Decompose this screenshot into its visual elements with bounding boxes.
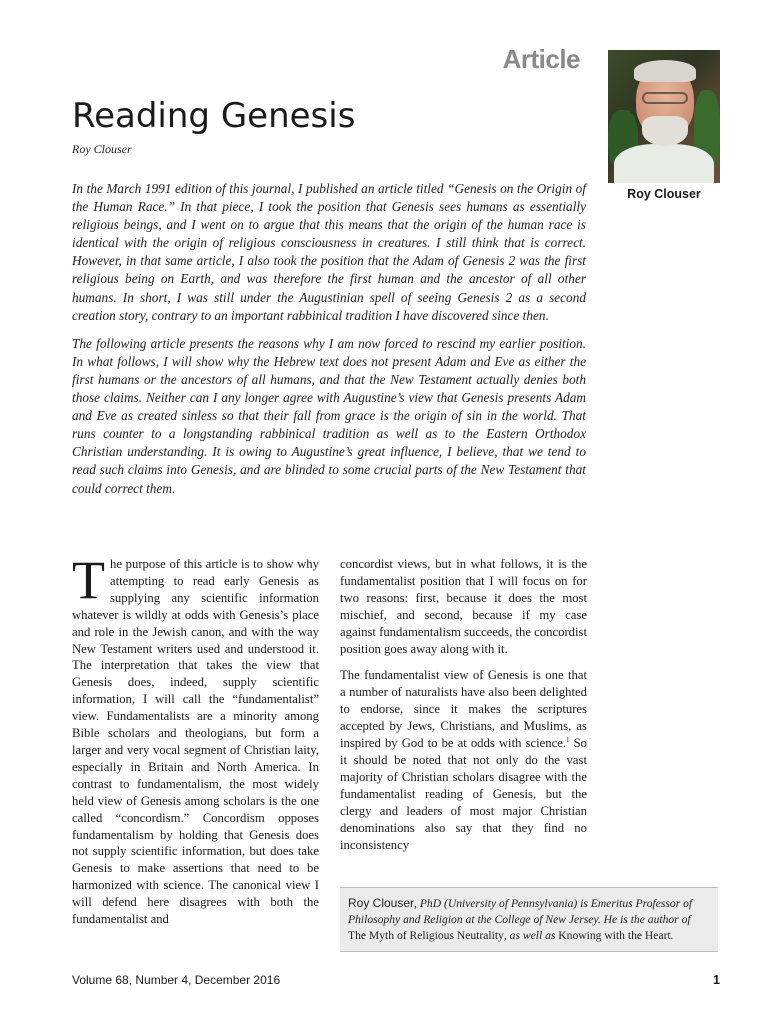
bio-name: Roy Clouser bbox=[348, 896, 415, 910]
bio-book-title: Knowing with the Heart bbox=[558, 929, 671, 942]
body-column-left bbox=[72, 550, 319, 938]
issue-info: Volume 68, Number 4, December 2016 bbox=[72, 973, 281, 987]
page-number: 1 bbox=[713, 973, 720, 987]
abstract bbox=[72, 180, 586, 508]
bio-text: . bbox=[670, 929, 674, 942]
bio-text: , PhD (University of Pennsylvania) is Emeritus Professor of Philosophy and Religion at the College of New Jersey. He is the author of bbox=[348, 897, 693, 926]
body-paragraph bbox=[340, 667, 587, 853]
drop-cap: T bbox=[72, 550, 105, 610]
author-photo bbox=[608, 50, 720, 183]
body-column-right bbox=[340, 556, 587, 863]
abstract-paragraph-1: In the March 1991 edition of this journal, I published an article titled “Genesis on the Origin of the Human Race.” In that piece, I took the position that Genesis sees humans as essentially religious beings, and I went on to argue that this means that the origin of the human race is identical with the origin of religious consciousness in creatures. I still think that is correct. However, in that same article, I also took the position that the Adam of Genesis 2 was the first religious being on Earth, and was therefore the first human and the ancestor of all other humans. In short, I was still under the Augustinian spell of seeing Genesis 2 as a second creation story, contrary to an important rabbinical tradition I have discovered since then. bbox=[72, 181, 586, 323]
author-byline: Roy Clouser bbox=[72, 142, 132, 156]
article-title: Reading Genesis bbox=[72, 96, 356, 136]
body-text: he purpose of this article is to show why attempting to read early Genesis as supplying any scientific information whatever is wildly at odds with Genesis’s place and role in the Jewish canon, and with the way New Testament writers used and understood it. The interpretation that takes the view that Genesis does, indeed, supply scientific information, I will call the “fundamentalist” view. Fundamentalists are a minority among Bible scholars and theologians, but form a larger and very vocal segment of Christian laity, especially in Britain and North America. In contrast to fundamentalism, the most widely held view of Genesis among scholars is the one called “concordism.” Concordism opposes fundamentalism by holding that Genesis does not supply scientific information, but does take Genesis to make assertions that need to be harmonized with science. The canonical view I will defend here disagrees with both the fundamentalist and bbox=[72, 557, 319, 927]
body-paragraph: concordist views, but in what follows, it is the fundamentalist position that I will focus on for two reasons: first, because it does the most mischief, and second, because if my case against fundamentalism succeeds, the concordist position goes away along with it. bbox=[340, 557, 587, 656]
section-label: Article bbox=[502, 44, 580, 74]
body-text: So it should be noted that not only do the vast majority of Christian scholars disagree with the fundamentalist reading of Genesis, but the clergy and leaders of most major Christian denominations also say that they find no inconsistency bbox=[340, 736, 587, 852]
abstract-paragraph-2: The following article presents the reasons why I am now forced to rescind my earlier position. In what follows, I will show why the Hebrew text does not present Adam and Eve as either the first humans or the ancestors of all humans, and that the New Testament actually denies both those claims. Neither can I any longer agree with Augustine’s view that Genesis presents Adam and Eve as created sinless so that their fall from grace is the origin of sin in the world. That runs counter to a longstanding rabbinical tradition as well as to the Eastern Orthodox Christian understanding. It is owing to Augustine’s great influence, I believe, that we tend to read such claims into Genesis, and are blinded to some crucial parts of the New Testament that could correct them. bbox=[72, 335, 586, 496]
body-paragraph bbox=[72, 550, 319, 928]
body-text: The fundamentalist view of Genesis is one that a number of naturalists have also been delighted to endorse, since it makes the scriptures accepted by Jews, Christians, and Muslims, as inspired by God to be at odds with science. bbox=[340, 668, 587, 751]
author-bio-box bbox=[340, 887, 718, 952]
footnote-ref[interactable]: 1 bbox=[566, 735, 570, 744]
bio-text: , as well as bbox=[503, 929, 559, 942]
bio-book-title: The Myth of Religious Neutrality bbox=[348, 929, 504, 942]
photo-caption: Roy Clouser bbox=[627, 187, 701, 201]
